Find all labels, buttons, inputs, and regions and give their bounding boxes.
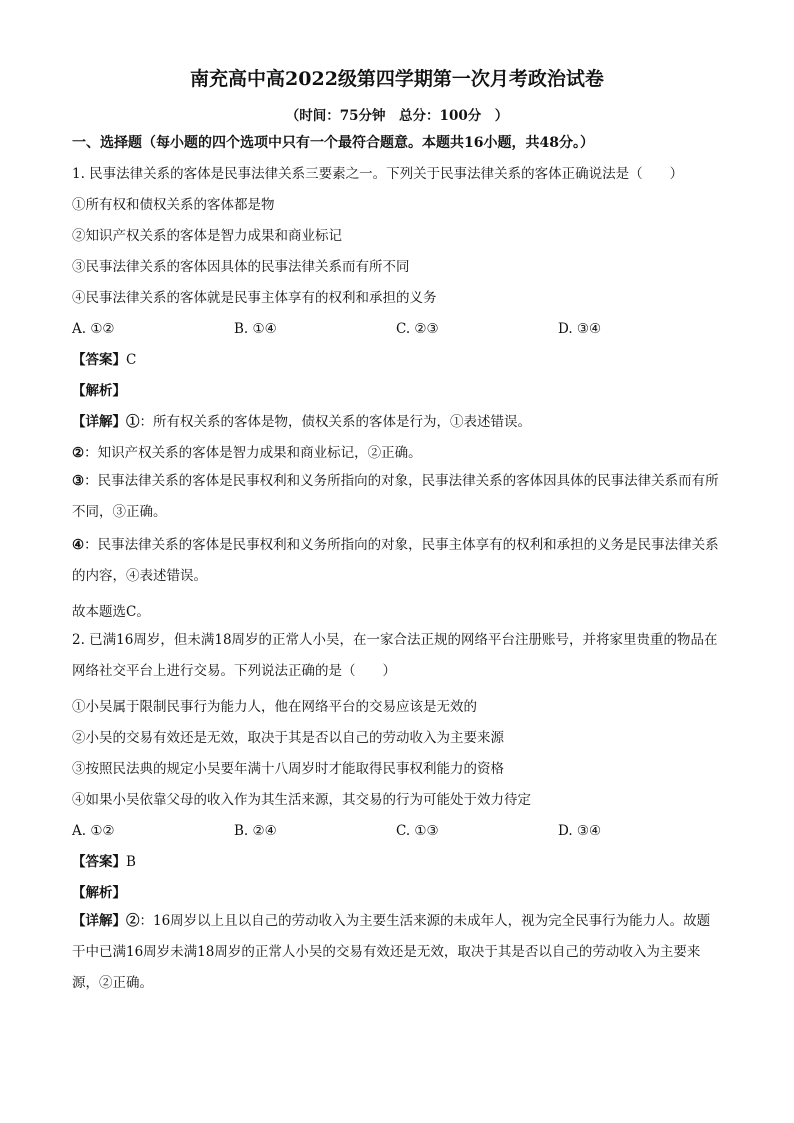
question-2-item-2: ②小吴的交易有效还是无效，取决于其是否以自己的劳动收入为主要来源 [72, 730, 504, 746]
question-1-analysis-label: 【解析】 [72, 383, 126, 399]
option-c: C. ①③ [396, 823, 439, 839]
option-b: B. ②④ [234, 823, 277, 839]
detail-mark: ③ [72, 473, 85, 489]
question-1-conclusion: 故本题选C。 [72, 604, 150, 620]
exam-subtitle: （时间：75分钟 总分：100分 ） [285, 108, 509, 124]
detail-label: 【详解】 [72, 414, 126, 430]
question-1-stem: 1. 民事法律关系的客体是民事法律关系三要素之一。下列关于民事法律关系的客体正确说法是（ ） [72, 166, 684, 182]
exam-page [72, 66, 722, 999]
option-d: D. ③④ [558, 321, 602, 337]
detail-mark: ④ [72, 537, 85, 553]
option-a: A. ①② [72, 321, 115, 337]
answer-value: C [126, 352, 137, 368]
question-1-answer [72, 350, 722, 371]
option-c: C. ②③ [396, 321, 439, 337]
question-2-options [72, 821, 722, 842]
question-1-item-3: ③民事法律关系的客体因具体的民事法律关系而有所不同 [72, 259, 410, 275]
question-1-detail-1 [72, 412, 722, 433]
question-1-item-2: ②知识产权关系的客体是智力成果和商业标记 [72, 228, 342, 244]
question-2-answer [72, 852, 722, 873]
exam-title: 南充高中高2022级第四学期第一次月考政治试卷 [190, 68, 604, 90]
section-heading: 一、选择题（每小题的四个选项中只有一个最符合题意。本题共16小题，共48分。） [72, 135, 594, 151]
question-1-options [72, 319, 722, 340]
detail-text: ：知识产权关系的客体是智力成果和商业标记，②正确。 [84, 445, 422, 461]
option-a: A. ①② [72, 823, 115, 839]
option-d: D. ③④ [558, 823, 602, 839]
question-1-item-1: ①所有权和债权关系的客体都是物 [72, 197, 275, 213]
question-1-detail-2 [72, 443, 722, 464]
answer-label: 【答案】 [72, 854, 126, 870]
detail-text: ：所有权关系的客体是物，债权关系的客体是行为，①表述错误。 [139, 414, 531, 430]
question-1-item-4: ④民事法律关系的客体就是民事主体享有的权利和承担的义务 [72, 290, 437, 306]
question-2-analysis-label: 【解析】 [72, 885, 126, 901]
question-2-detail-1 [72, 906, 722, 999]
answer-value: B [126, 854, 136, 870]
detail-mark: ② [72, 445, 85, 461]
question-2-item-4: ④如果小吴依靠父母的收入作为其生活来源，其交易的行为可能处于效力待定 [72, 792, 531, 808]
detail-mark: ① [126, 414, 140, 430]
question-1-detail-4 [72, 530, 722, 592]
detail-text: ：民事法律关系的客体是民事权利和义务所指向的对象，民事主体享有的权利和承担的义务是民事法律关系的内容，④表述错误。 [72, 537, 719, 584]
question-2-item-1: ①小吴属于限制民事行为能力人，他在网络平台的交易应该是无效的 [72, 699, 477, 715]
answer-label: 【答案】 [72, 352, 126, 368]
question-1-detail-3 [72, 466, 722, 528]
question-2-item-3: ③按照民法典的规定小吴要年满十八周岁时才能取得民事权利能力的资格 [72, 761, 504, 777]
detail-label: 【详解】 [72, 913, 126, 929]
question-2-stem: 2. 已满16周岁，但未满18周岁的正常人小吴，在一家合法正规的网络平台注册账号，并将家里贵重的物品在网络社交平台上进行交易。下列说法正确的是（ ） [72, 632, 718, 679]
detail-text: ：16周岁以上且以自己的劳动收入为主要生活来源的未成年人，视为完全民事行为能力人。故题干中已满16周岁未满18周岁的正常人小吴的交易有效还是无效，取决于其是否以自己的劳动收入为主要来源，②正确。 [72, 913, 711, 991]
detail-mark: ② [126, 913, 140, 929]
option-b: B. ①④ [234, 321, 277, 337]
detail-text: ：民事法律关系的客体是民事权利和义务所指向的对象，民事法律关系的客体因具体的民事法律关系而有所不同，③正确。 [72, 473, 719, 520]
